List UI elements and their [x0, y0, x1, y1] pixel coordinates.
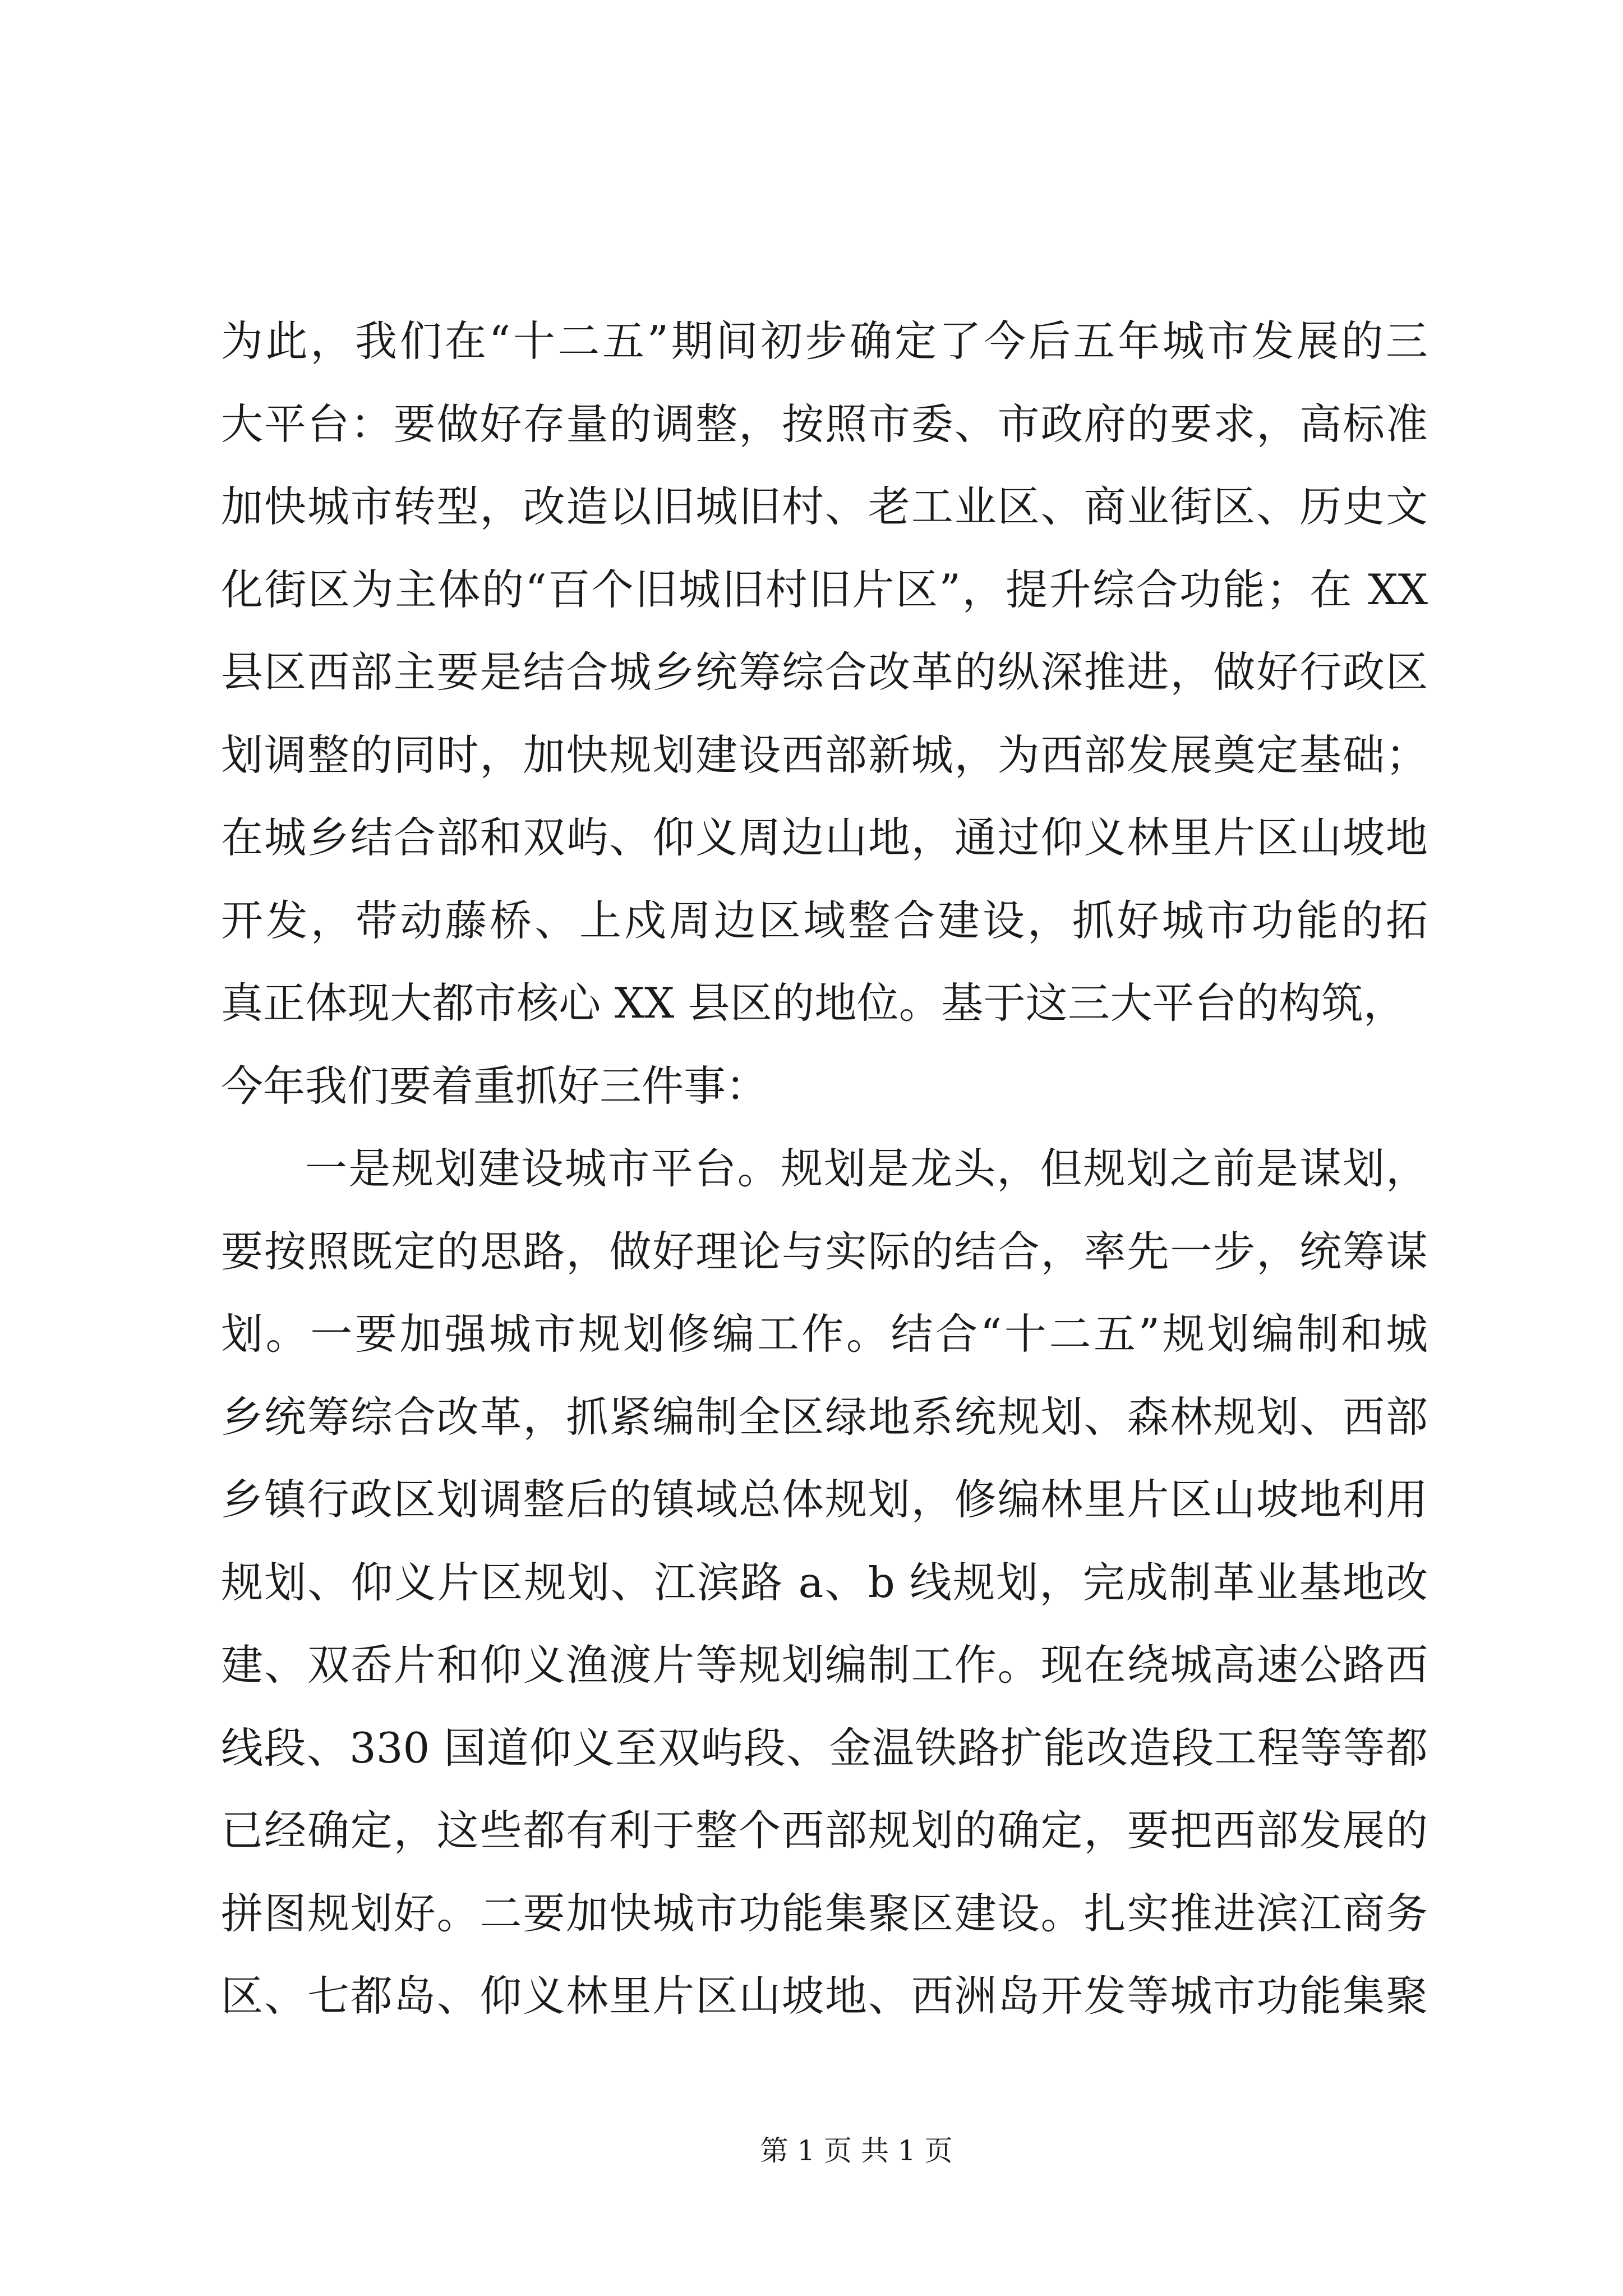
text-line: 为此，我们在“十二五”期间初步确定了今后五年城市发展的三 [221, 316, 1428, 366]
text-line: 规划、仰义片区规划、江滨路 a、b 线规划，完成制革业基地改 [221, 1557, 1428, 1607]
paragraph-continued [221, 300, 1428, 1128]
text-line: 划。一要加强城市规划修编工作。结合“十二五”规划编制和城 [221, 1309, 1428, 1359]
text-line: 真正体现大都市核心 XX 县区的地位。基于这三大平台的构筑， [221, 978, 1405, 1028]
text-line: 在城乡结合部和双屿、仰义周边山地，通过仰义林里片区山坡地 [221, 813, 1428, 862]
text-line-paragraph-start: 一是规划建设城市平台。规划是龙头，但规划之前是谋划， [305, 1144, 1428, 1193]
text-line: 化街区为主体的“百个旧城旧村旧片区”，提升综合功能；在 XX [221, 564, 1428, 614]
paragraph-planning [221, 1128, 1428, 2038]
text-line: 线段、330 国道仰义至双屿段、金温铁路扩能改造段工程等等都 [221, 1723, 1428, 1773]
text-line-paragraph-end: 今年我们要着重抓好三件事： [221, 1061, 768, 1111]
text-line: 建、双岙片和仰义渔渡片等规划编制工作。现在绕城高速公路西 [221, 1640, 1428, 1690]
text-line: 要按照既定的思路，做好理论与实际的结合，率先一步，统筹谋 [221, 1226, 1428, 1276]
text-line: 划调整的同时，加快规划建设西部新城，为西部发展奠定基础； [221, 730, 1428, 780]
page-footer [688, 2134, 1025, 2168]
page-number-label: 第 1 页 共 1 页 [760, 2134, 953, 2167]
body-text [221, 300, 1428, 2038]
text-line: 乡统筹综合改革，抓紧编制全区绿地系统规划、森林规划、西部 [221, 1392, 1428, 1442]
text-line: 县区西部主要是结合城乡统筹综合改革的纵深推进，做好行政区 [221, 647, 1428, 697]
text-line: 加快城市转型，改造以旧城旧村、老工业区、商业街区、历史文 [221, 482, 1428, 531]
text-line: 已经确定，这些都有利于整个西部规划的确定，要把西部发展的 [221, 1806, 1428, 1855]
text-line: 乡镇行政区划调整后的镇域总体规划，修编林里片区山坡地利用 [221, 1475, 1428, 1524]
text-line: 开发，带动藤桥、上戍周边区域整合建设，抓好城市功能的拓 [221, 895, 1428, 945]
text-line: 区、七都岛、仰义林里片区山坡地、西洲岛开发等城市功能集聚 [221, 1971, 1428, 2021]
text-line: 大平台：要做好存量的调整，按照市委、市政府的要求，高标准 [221, 399, 1428, 449]
text-line: 拼图规划好。二要加快城市功能集聚区建设。扎实推进滨江商务 [221, 1888, 1428, 1938]
